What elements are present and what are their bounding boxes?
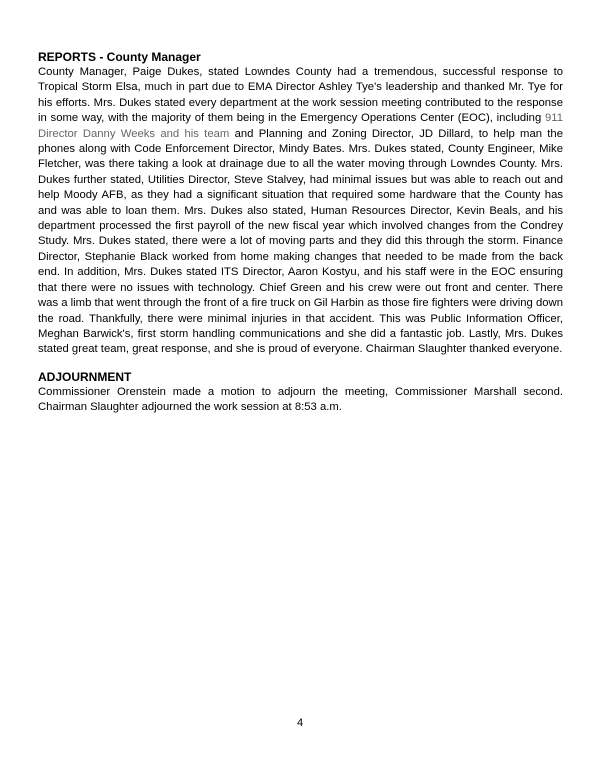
reports-heading: REPORTS - County Manager	[38, 50, 201, 64]
reports-text-highlight: 911 Director Danny Weeks and his team	[38, 112, 563, 140]
page-number: 4	[296, 717, 304, 729]
adjournment-heading: ADJOURNMENT	[38, 369, 132, 384]
reports-section	[38, 50, 563, 358]
adjournment-paragraph: Commissioner Orenstein made a motion to adjourn the meeting, Commissioner Marshall second. Chairman Slaughter adjourned the work session at 8:53 a.m.	[38, 385, 563, 414]
reports-text-part-1: County Manager, Paige Dukes, stated Lowndes County had a tremendous, successful response to Tropical Storm Elsa, much in part due to EMA Director Ashley Tye's leadership and thanked Mr. Tye for his efforts. Mrs. Dukes stated every department at the work session meeting contributed to the response in some way, with the majority of them being in the Emergency Operations Center (EOC), including	[38, 66, 563, 125]
adjournment-section	[38, 370, 563, 416]
reports-paragraph	[38, 65, 563, 358]
reports-text-part-2: and Planning and Zoning Director, JD Dillard, to help man the phones along with Code Enforcement Director, Mindy Bates. Mrs. Dukes stated, County Engineer, Mike Fletcher, was there taking a look at drainage due to all the water moving through Lowndes County. Mrs. Dukes further stated, Utilities Director, Steve Stalvey, had minimal issues but was able to reach out and help Moody AFB, as they had a significant situation that required some hardware that the County has and was able to loan them. Mrs. Dukes also stated, Human Resources Director, Kevin Beals, and his department processed the first payroll of the new fiscal year which involved changes from the Condrey Study. Mrs. Dukes stated, there were a lot of moving parts and they did this through the storm. Finance Director, Stephanie Black worked from home making changes that needed to be made from the back end. In addition, Mrs. Dukes stated ITS Director, Aaron Kostyu, and his staff were in the EOC ensuring that there were no issues with technology. Chief Green and his crew were out front and center. There was a limb that went through the front of a fire truck on Gil Harbin as those fire fighters were driving down the road. Thankfully, there were minimal injuries in that accident. This was Public Information Officer, Meghan Barwick's, first storm handling communications and she did a fantastic job. Lastly, Mrs. Dukes stated great team, great response, and she is proud of everyone. Chairman Slaughter thanked everyone.	[38, 127, 563, 356]
document-body	[38, 50, 563, 428]
